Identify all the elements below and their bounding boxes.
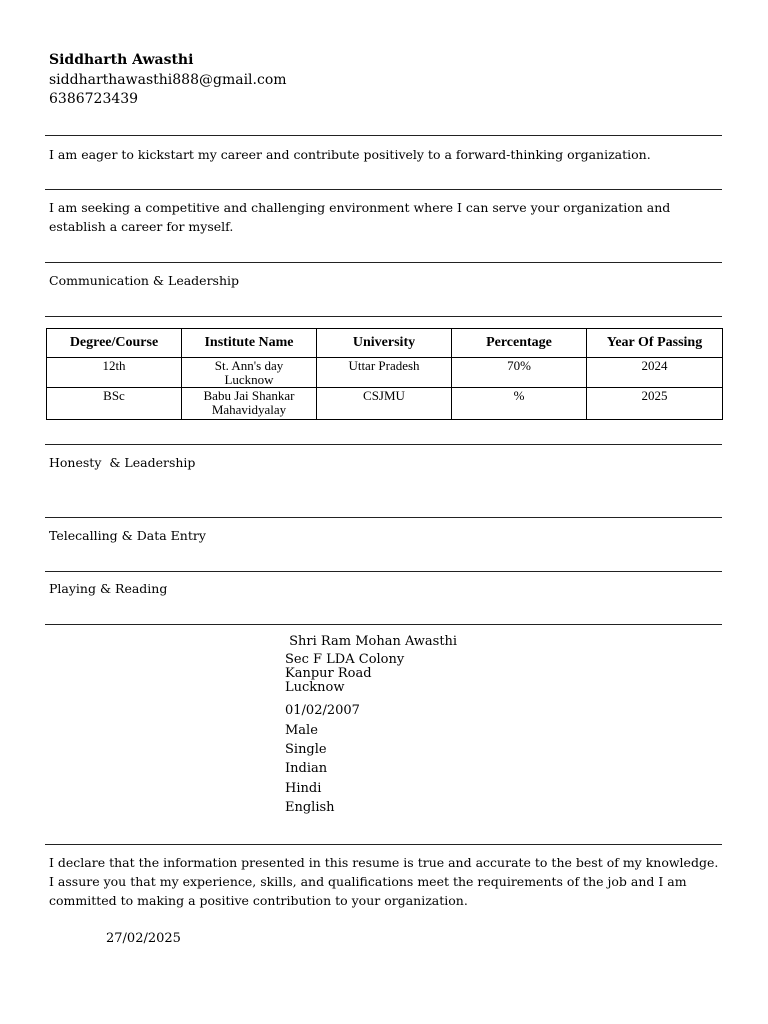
- section-divider: [45, 189, 722, 190]
- dob-text: 01/02/2007: [285, 703, 360, 718]
- language-text: Hindi: [285, 781, 322, 796]
- section-divider: [45, 135, 722, 136]
- father-name-text: Shri Ram Mohan Awasthi: [285, 634, 458, 649]
- phone-text: 6386723439: [49, 91, 139, 107]
- percentage-cell: 70%: [452, 358, 587, 388]
- marital-status-text: Single: [285, 742, 327, 757]
- institute-line: St. Ann's day: [214, 358, 284, 373]
- address-line: Lucknow: [285, 680, 345, 695]
- year-cell: 2025: [587, 388, 723, 420]
- degree-cell: BSc: [47, 388, 182, 420]
- section-divider: [45, 571, 722, 572]
- objective-text: I am eager to kickstart my career and contribute positively to a forward-thinking organization.: [49, 147, 651, 162]
- institute-line: Babu Jai Shankar: [203, 388, 295, 403]
- table-row: [47, 388, 723, 420]
- hobbies-text: Playing & Reading: [49, 581, 168, 596]
- column-header-year: Year Of Passing: [587, 329, 723, 358]
- institute-cell: [182, 358, 317, 388]
- university-cell: CSJMU: [317, 388, 452, 420]
- section-divider: [45, 624, 722, 625]
- column-header-university: University: [317, 329, 452, 358]
- experience-text: Telecalling & Data Entry: [49, 528, 206, 543]
- candidate-name: Siddharth Awasthi: [49, 52, 194, 68]
- email-text: siddharthawasthi888@gmail.com: [49, 72, 287, 88]
- skills-text: Communication & Leadership: [49, 273, 240, 288]
- table-row: [47, 358, 723, 388]
- language-text: English: [285, 800, 335, 815]
- institute-line: Mahavidyalay: [211, 402, 287, 417]
- education-table: [46, 328, 723, 420]
- institute-line: Lucknow: [224, 372, 274, 387]
- column-header-degree: Degree/Course: [47, 329, 182, 358]
- section-divider: [45, 316, 722, 317]
- career-goal-text: I am seeking a competitive and challenging environment where I can serve your organization and establish a career for myself.: [49, 200, 671, 234]
- strengths-text: Honesty & Leadership: [49, 455, 196, 470]
- address-line: Kanpur Road: [285, 666, 372, 681]
- section-divider: [45, 444, 722, 445]
- degree-cell: 12th: [47, 358, 182, 388]
- column-header-institute: Institute Name: [182, 329, 317, 358]
- section-divider: [45, 262, 722, 263]
- declaration-date: 27/02/2025: [106, 931, 181, 946]
- table-header-row: [47, 329, 723, 358]
- gender-text: Male: [285, 723, 318, 738]
- column-header-percentage: Percentage: [452, 329, 587, 358]
- section-divider: [45, 517, 722, 518]
- university-cell: Uttar Pradesh: [317, 358, 452, 388]
- percentage-cell: %: [452, 388, 587, 420]
- year-cell: 2024: [587, 358, 723, 388]
- address-line: Sec F LDA Colony: [285, 652, 405, 667]
- declaration-text: I declare that the information presented in this resume is true and accurate to the best of my knowledge. I assure you that my experience, skills, and qualifications meet the requirements of the job and I am committed to making a positive contribution to your organization.: [49, 855, 719, 908]
- section-divider: [45, 844, 722, 845]
- nationality-text: Indian: [285, 761, 328, 776]
- institute-cell: [182, 388, 317, 420]
